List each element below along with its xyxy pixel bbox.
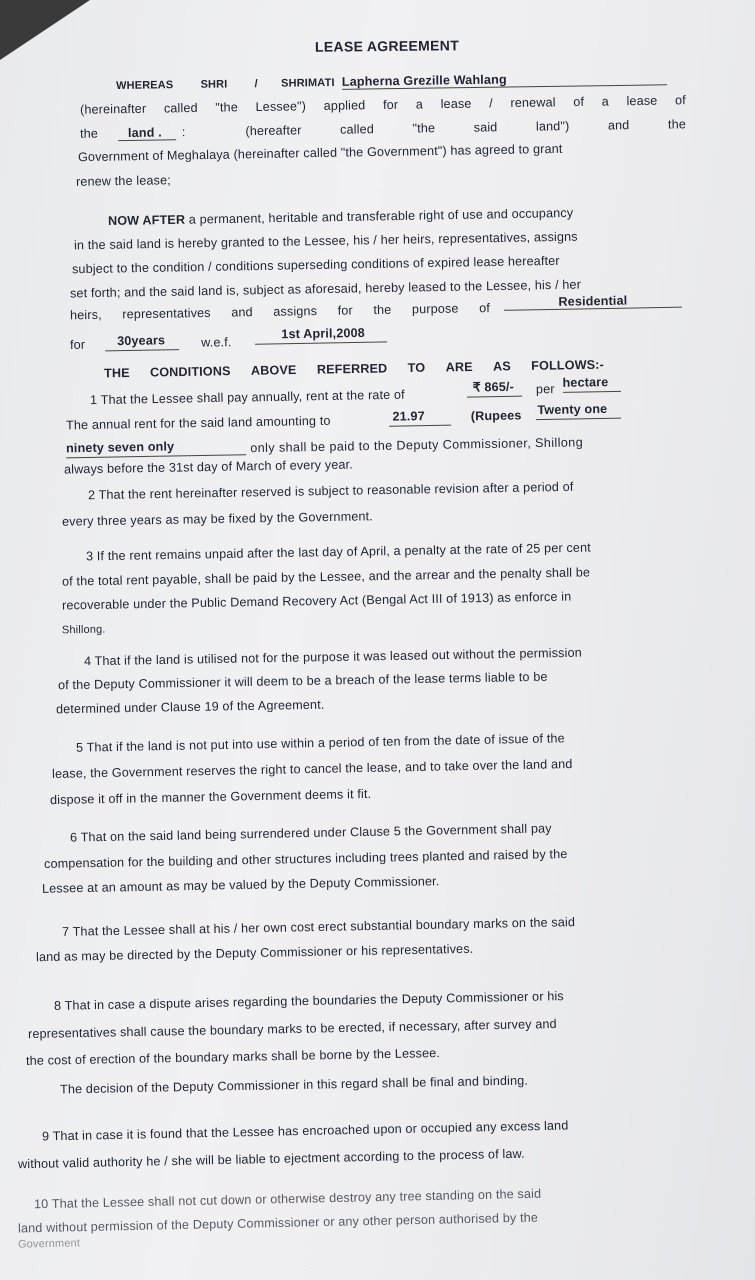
p1-w3: "the [412,121,436,136]
para2-line4: set forth; and the said land is, subject as aforesaid, hereby leased to the Lessee, his / her [69,277,582,301]
c3-line4: Shillong. [61,623,106,637]
para2-line1 [108,206,573,228]
c1-line4: always before the 31st day of March of every year. [63,457,354,477]
c6-line2: compensation for the building and other structures including trees planted and raised by the [43,846,568,872]
p2-w: heirs, [69,307,102,323]
c9-line1: 9 That in case it is found that the Lessee has encroached upon or occupied any excess land [41,1118,569,1144]
amount-words-2: ninety seven only [66,438,247,458]
c6-line3: Lessee at an amount as may be valued by the Deputy Commissioner. [41,874,440,896]
ch-w: ABOVE [250,363,297,378]
c6-line1: 6 That on the said land being surrendered under Clause 5 the Government shall pay [69,821,552,845]
c4-line3: determined under Clause 19 of the Agreement. [55,697,325,717]
p2-w: assigns [273,304,318,319]
para2-line2: in the said land is hereby granted to the Lessee, his / her heirs, representatives, assigns [73,229,578,253]
c10-line2: land without permission of the Deputy Commissioner or any other person authorised by the [17,1210,539,1236]
c8-line3: the cost of erection of the boundary marks shall be borne by the Lessee. [25,1046,441,1068]
p1-w3: land") [535,119,570,134]
ch-w: TO [407,360,426,376]
p1-w: called [163,100,198,116]
p1-w: / [489,96,493,111]
c1-text3: only shall be paid to the Deputy Commissioner, Shillong [250,435,584,456]
rate-field: ₹ 865/- [467,379,523,398]
c1-text2: The annual rent for the said land amounting to [65,413,331,433]
c1-line2 [65,401,680,433]
p2-w: purpose [411,301,459,317]
c8-line1: 8 That in case a dispute arises regarding the boundaries the Deputy Commissioner or his [53,989,564,1013]
p2-w: for [337,303,353,318]
c4-line1: 4 That if the land is utilised not for the purpose it was leased out without the permission [83,645,582,669]
c7-line1: 7 That the Lessee shall at his / her own cost erect substantial boundary marks on the said [61,915,576,939]
c3-line2: of the total rent payable, shall be paid by the Lessee, and the arrear and the penalty shall be [61,565,591,589]
c10-line3: Government [17,1237,81,1251]
amount-words-1: Twenty one [535,402,621,420]
c9-line2: without valid authority he / she will be liable to ejectment according to the process of law. [17,1146,525,1172]
c5-line2: lease, the Government reserves the right to cancel the lease, and to take over the land and [51,757,573,781]
amount-field: 21.97 [388,409,451,427]
ch-w: REFERRED [316,361,388,377]
p1-w3: called [340,122,375,137]
years-field: 30years [105,333,179,351]
p1-w: for [382,97,399,112]
now-after: NOW AFTER [107,212,186,229]
p2-w: of [479,301,491,316]
c2-line2: every three years as may be fixed by the Government. [61,509,374,529]
shrimati-word: SHRIMATI [280,76,335,90]
rupees-word: (Rupees [470,408,522,424]
conditions-heading [104,358,604,381]
p1-w: applied [323,98,366,113]
for-years-line [69,325,410,352]
c3-line3: recoverable under the Public Demand Recovery Act (Bengal Act III of 1913) as enforce in [61,589,572,613]
wef-word: w.e.f. [201,335,232,350]
ch-w: FOLLOWS:- [531,357,605,373]
p1-the: the [79,126,99,141]
page-fold [0,0,90,60]
c8-line4: The decision of the Deputy Commissioner in this regard shall be final and binding. [59,1073,529,1097]
para1-line5: renew the lease; [75,173,171,189]
c10-line1: 10 That the Lessee shall not cut down or otherwise destroy any tree standing on the said [33,1186,542,1212]
c1-text: 1 That the Lessee shall pay annually, rent at the rate of [89,387,405,408]
p2-w: and [231,305,253,320]
p1-w: a [601,94,610,109]
p1-w: lease [626,93,658,109]
whereas-word: WHEREAS [115,79,174,92]
p1-w3: and [607,118,630,133]
para1-line3 [80,117,686,142]
p1-w: "the [215,100,239,115]
per-word: per [535,382,555,397]
p2-w: representatives [122,305,211,322]
ch-w: ARE [445,359,473,375]
para1-line2 [80,93,686,117]
para2-line3: subject to the condition / conditions superseding conditions of expired lease hereafter [71,253,560,277]
c7-line2: land as may be directed by the Deputy Commissioner or his representatives. [35,941,474,965]
for-word: for [69,337,86,352]
wef-date-field: 1st April,2008 [255,325,387,344]
para1-line4: Government of Meghalaya (hereinafter called "the Government") has agreed to grant [77,141,563,165]
lessee-name: Lapherna Grezille Wahlang [342,70,667,90]
c1-line3 [66,431,680,459]
c5-line1: 5 That if the land is not put into use within a period of ten from the date of issue of the [75,731,565,755]
land-field: land . [118,125,176,141]
ch-w: AS [492,359,511,374]
shri-word: SHRI [200,78,228,91]
slash: / [254,77,258,91]
p1-colon: : [181,125,186,140]
para2-text: a permanent, heritable and transferable right of use and occupancy [188,205,574,227]
c5-line3: dispose it off in the manner the Government deems it fit. [49,786,372,808]
unit-field: hectare [562,375,620,393]
c3-line1: 3 If the rent remains unpaid after the last day of April, a penalty at the rate of 25 per cent [85,540,591,564]
p1-w: (hereinafter [79,101,147,117]
p1-w3: said [473,120,498,135]
p1-w3: the [667,117,687,132]
c8-line2: representatives shall cause the boundary marks to be erected, if necessary, after survey and [27,1016,557,1042]
para2-line5 [69,293,682,323]
ch-w: THE [103,365,130,381]
c2-line1: 2 That the rent hereinafter reserved is subject to reasonable revision after a period of [87,479,574,503]
p2-w: the [373,302,392,318]
p1-w3: (hereafter [245,123,302,139]
p1-w: of [573,94,585,110]
p1-w: renewal [510,95,556,110]
p1-w: Lessee") [255,99,307,115]
p1-w: of [674,93,686,108]
ch-w: CONDITIONS [149,364,231,380]
document-title: LEASE AGREEMENT [314,37,460,55]
purpose-field: Residential [504,293,682,311]
p1-w: a [415,97,424,112]
whereas-line [116,70,686,92]
c4-line2: of the Deputy Commissioner it will deem to be a breach of the lease terms liable to be [57,669,548,693]
p1-w: lease [440,96,472,112]
